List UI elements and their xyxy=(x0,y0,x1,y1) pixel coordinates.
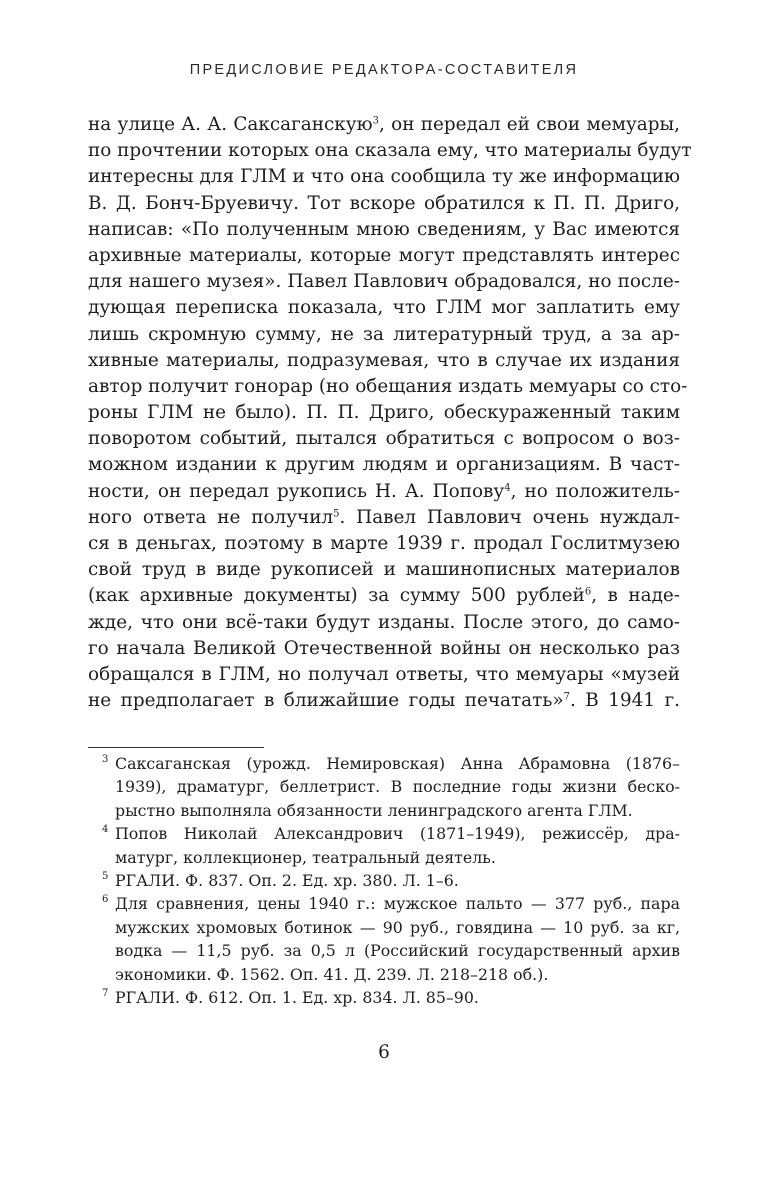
text-line xyxy=(88,322,680,348)
footnote-ref[interactable]: 3 xyxy=(372,115,379,127)
footnote-line: Для сравнения, цены 1940 г.: мужское пальто — 377 руб., пара xyxy=(115,894,680,914)
text-segment: автор получит гонорар (но обещания издать мемуары со сто- xyxy=(88,375,688,397)
text-segment: свой труд в виде рукописей и машинописных материалов xyxy=(88,559,680,581)
footnote-number: 6 xyxy=(102,894,109,906)
footnote-line: РГАЛИ. Ф. 612. Оп. 1. Ед. хр. 834. Л. 85–90. xyxy=(115,987,479,1007)
running-head: ПРЕДИСЛОВИЕ РЕДАКТОРА-СОСТАВИТЕЛЯ xyxy=(189,62,579,78)
text-line xyxy=(88,479,680,505)
footnote-line: рыстно выполняла обязанности ленинградского агента ГЛМ. xyxy=(115,800,633,820)
footnote-line: мужских хромовых ботинок — 90 руб., говядина — 10 руб. за кг, xyxy=(115,917,680,937)
text-segment: интересны для ГЛМ и что она сообщила ту же информацию xyxy=(88,166,680,188)
footnote-number: 5 xyxy=(102,870,109,882)
text-line xyxy=(88,610,680,636)
text-line xyxy=(88,662,680,688)
text-line xyxy=(88,243,680,269)
text-segment: . Павел Павлович очень нуждал- xyxy=(339,506,680,528)
text-line xyxy=(88,531,680,557)
footnote-number: 3 xyxy=(102,754,109,765)
text-line xyxy=(88,295,680,321)
footnote-ref[interactable]: 5 xyxy=(333,508,340,520)
text-segment: можном издании к другим людям и организациям. В част- xyxy=(88,454,680,476)
text-segment: , он передал ей свои мемуары, xyxy=(379,114,680,135)
text-segment: (как архивные документы) за сумму 500 рублей xyxy=(88,585,585,607)
text-line xyxy=(88,164,680,190)
text-segment: лишь скромную сумму, не за литературный труд, а за ар- xyxy=(88,323,680,345)
text-segment: обращался в ГЛМ, но получал ответы, что мемуары «музей xyxy=(88,663,680,685)
text-segment: жде, что они всё-таки будут изданы. После этого, до само- xyxy=(88,611,680,633)
text-line xyxy=(88,269,680,295)
footnote-number: 4 xyxy=(102,824,109,836)
text-segment: В. Д. Бонч-Бруевичу. Тот вскоре обратился к П. П. Дриго, xyxy=(88,192,680,214)
text-segment: . В 1941 г. xyxy=(569,690,681,712)
footnote-4 xyxy=(88,822,680,869)
text-line xyxy=(88,191,680,217)
page-number: 6 xyxy=(378,1042,390,1063)
footnote-line: Саксаганская (урожд. Немировская) Анна Абрамовна (1876– xyxy=(115,754,680,773)
text-segment: го начала Великой Отечественной войны он несколько раз xyxy=(88,637,680,659)
text-segment: ся в деньгах, поэтому в марте 1939 г. продал Гослитмузею xyxy=(88,533,680,554)
text-segment: по прочтении которых она сказала ему, что материалы будут xyxy=(88,140,692,162)
text-line xyxy=(88,138,692,164)
text-line xyxy=(88,217,680,243)
text-segment: на улице А. А. Саксаганскую xyxy=(88,114,373,135)
footnote-line: 1939), драматург, беллетрист. В последние годы жизни беско- xyxy=(115,777,680,797)
text-line xyxy=(88,112,680,138)
footnote-line: экономики. Ф. 1562. Оп. 41. Д. 239. Л. 218–218 об.). xyxy=(115,964,549,984)
text-line xyxy=(88,636,680,662)
text-segment: , в наде- xyxy=(591,585,680,607)
footnote-3 xyxy=(88,752,680,822)
text-line xyxy=(88,400,680,426)
text-line xyxy=(88,583,680,609)
footnote-line: РГАЛИ. Ф. 837. Оп. 2. Ед. хр. 380. Л. 1–6. xyxy=(115,870,459,890)
text-line xyxy=(88,505,680,531)
footnote-line: водка — 11,5 руб. за 0,5 л (Российский государственный архив xyxy=(115,941,680,961)
text-segment: для нашего музея». Павел Павлович обрадовался, но после- xyxy=(88,271,680,293)
footnote-number: 7 xyxy=(102,987,109,999)
text-line xyxy=(88,426,680,452)
text-line xyxy=(88,374,688,400)
footnote-ref[interactable]: 7 xyxy=(563,691,570,703)
text-line xyxy=(88,452,680,478)
text-segment: дующая переписка показала, что ГЛМ мог заплатить ему xyxy=(88,297,680,319)
footnote-7 xyxy=(88,986,680,1009)
footnotes xyxy=(88,752,680,1009)
text-segment: хивные материалы, подразумевая, что в случае их издания xyxy=(88,349,680,371)
footnote-ref[interactable]: 6 xyxy=(584,586,592,598)
text-segment: написав: «По полученным мною сведениям, у Вас имеются xyxy=(88,218,680,240)
text-segment: ного ответа не получил xyxy=(88,506,334,528)
text-segment: архивные материалы, которые могут представлять интерес xyxy=(88,244,680,266)
text-line xyxy=(88,688,680,714)
text-segment: , но положитель- xyxy=(510,480,680,502)
footnote-rule xyxy=(88,747,264,748)
footnote-ref[interactable]: 4 xyxy=(504,482,511,494)
footnote-6 xyxy=(88,892,680,986)
main-text xyxy=(88,112,692,714)
text-line xyxy=(88,348,680,374)
text-segment: роны ГЛМ не было). П. П. Дриго, обескураженный таким xyxy=(88,402,680,424)
footnote-line: Попов Николай Александрович (1871–1949), режиссёр, дра- xyxy=(115,824,680,844)
text-segment: поворотом событий, пытался обратиться с вопросом о воз- xyxy=(88,428,680,450)
text-segment: не предполагает в ближайшие годы печатать» xyxy=(88,690,564,712)
footnote-5 xyxy=(88,869,680,892)
text-segment: ности, он передал рукопись Н. А. Попову xyxy=(88,480,505,502)
text-line xyxy=(88,557,680,583)
footnote-line: матург, коллекционер, театральный деятель. xyxy=(115,847,496,867)
